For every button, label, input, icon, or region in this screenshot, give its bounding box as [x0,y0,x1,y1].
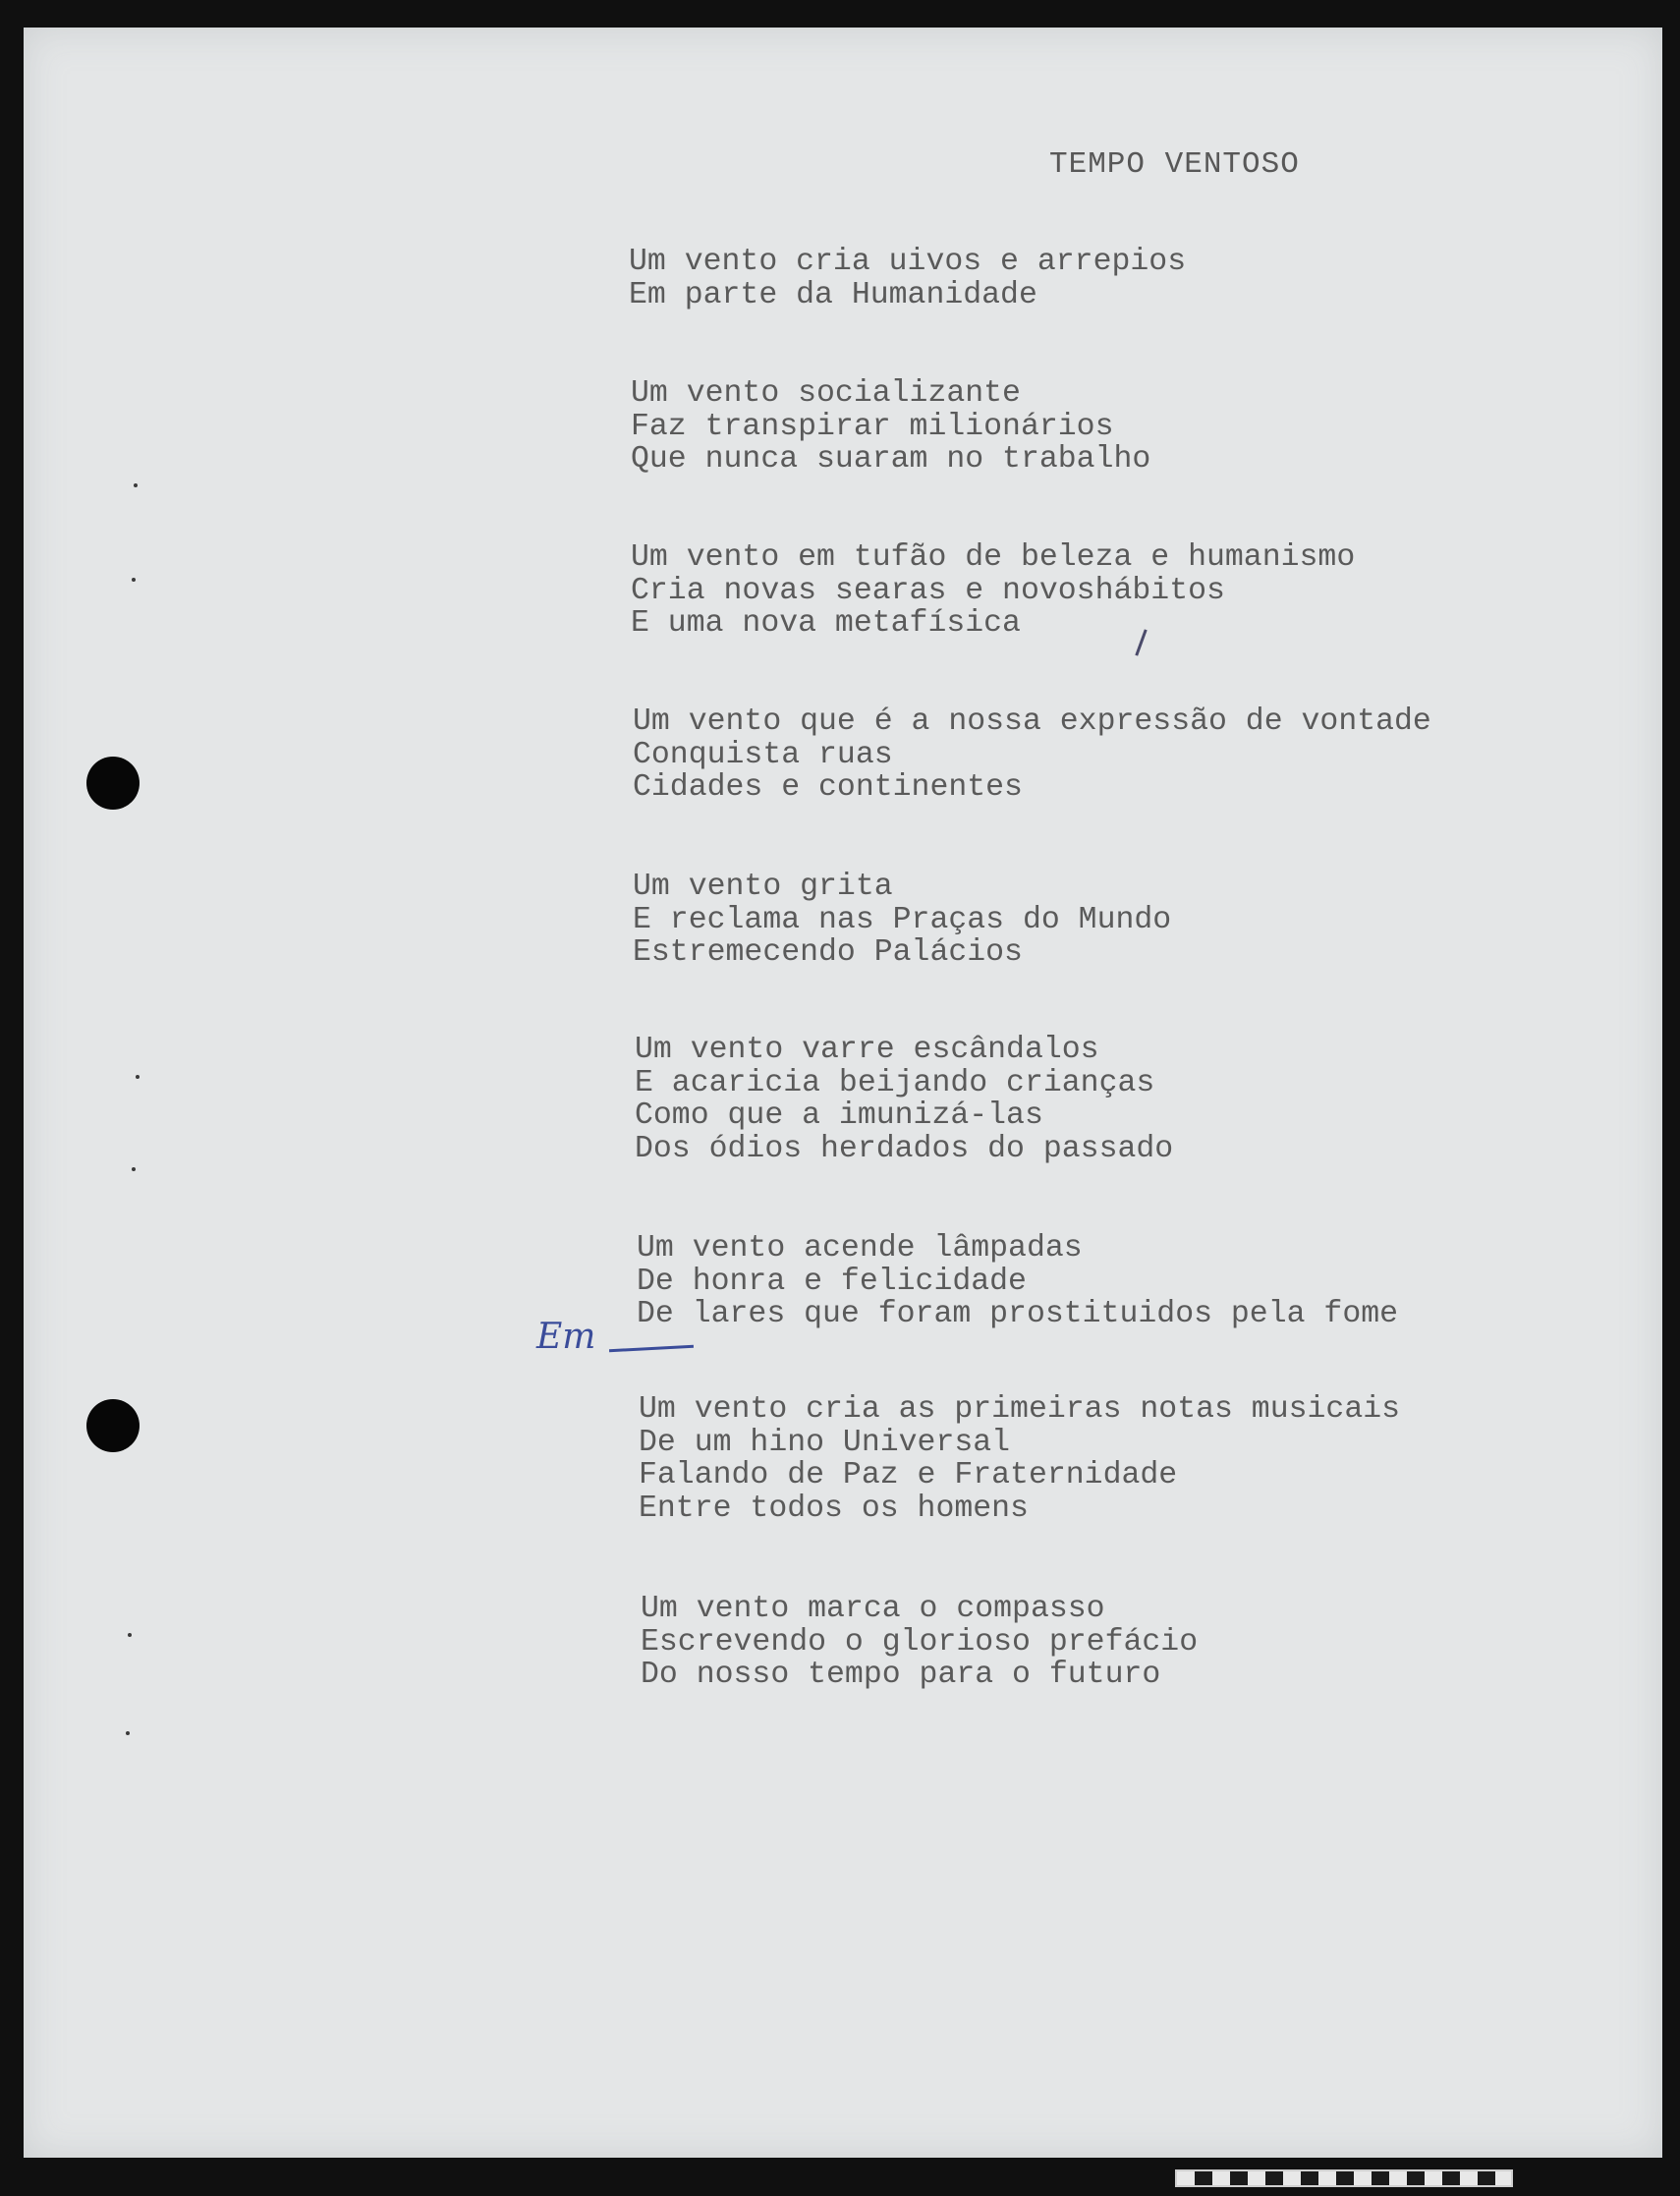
poem-line: De um hino Universal [639,1425,1011,1460]
poem-line: Do nosso tempo para o futuro [641,1658,1161,1692]
poem-line: Falando de Paz e Fraternidade [639,1458,1178,1492]
stanza-7 [637,1232,1398,1331]
poem-line: Um vento grita [633,870,893,904]
poem-line: De lares que foram prostituidos pela fome [637,1297,1399,1331]
poem-line: Um vento cria uivos e arrepios [629,245,1187,279]
poem-line: Um vento acende lâmpadas [637,1231,1083,1266]
stanza-1 [629,246,1186,311]
stanza-4 [633,705,1431,805]
page-mark [132,578,136,582]
poem-line: Um vento socializante [631,376,1021,411]
poem-line: Dos ódios herdados do passado [635,1131,1174,1166]
poem-line: Cidades e continentes [633,770,1023,805]
stanza-9 [641,1593,1198,1692]
page-mark [128,1633,132,1637]
poem-line: Estremecendo Palácios [633,935,1023,970]
poem-line: Um vento cria as primeiras notas musicais [639,1392,1401,1427]
poem-line: E acaricia beijando crianças [635,1065,1155,1100]
poem-line: Escrevendo o glorioso prefácio [641,1624,1199,1660]
stanza-2 [631,377,1150,477]
scale-ruler [1175,2169,1513,2187]
punch-hole [86,757,140,810]
document-page [24,28,1662,2158]
poem-line: E reclama nas Praças do Mundo [633,902,1172,937]
stanza-8 [639,1393,1400,1525]
poem-line: E uma nova metafísica [631,606,1021,641]
poem-line: Um vento em tufão de beleza e humanismo [631,540,1356,575]
stanza-3 [631,541,1355,641]
poem-line: De honra e felicidade [637,1264,1027,1299]
poem-line: Faz transpirar milionários [631,409,1114,444]
page-mark [126,1731,130,1735]
poem-title: TEMPO VENTOSO [1049,147,1300,182]
page-mark [134,483,138,487]
handwritten-annotation: Em [536,1317,596,1357]
poem-line: Que nunca suaram no trabalho [631,442,1151,477]
punch-hole [86,1399,140,1452]
poem-line: Um vento que é a nossa expressão de vontade [633,704,1431,739]
strikethrough-mark [609,1345,694,1352]
poem-line: Um vento varre escândalos [635,1033,1099,1067]
poem-line: Entre todos os homens [639,1491,1029,1526]
page-mark [132,1167,136,1171]
poem-line: Cria novas searas e novoshábitos [631,573,1225,608]
poem-line: Conquista ruas [633,737,893,772]
poem-line: Em parte da Humanidade [629,277,1037,312]
poem-line: Como que a imunizá-las [635,1098,1043,1133]
page-mark [136,1075,140,1079]
stanza-5 [633,871,1171,970]
stanza-6 [635,1034,1173,1165]
poem-line: Um vento marca o compasso [641,1592,1105,1626]
